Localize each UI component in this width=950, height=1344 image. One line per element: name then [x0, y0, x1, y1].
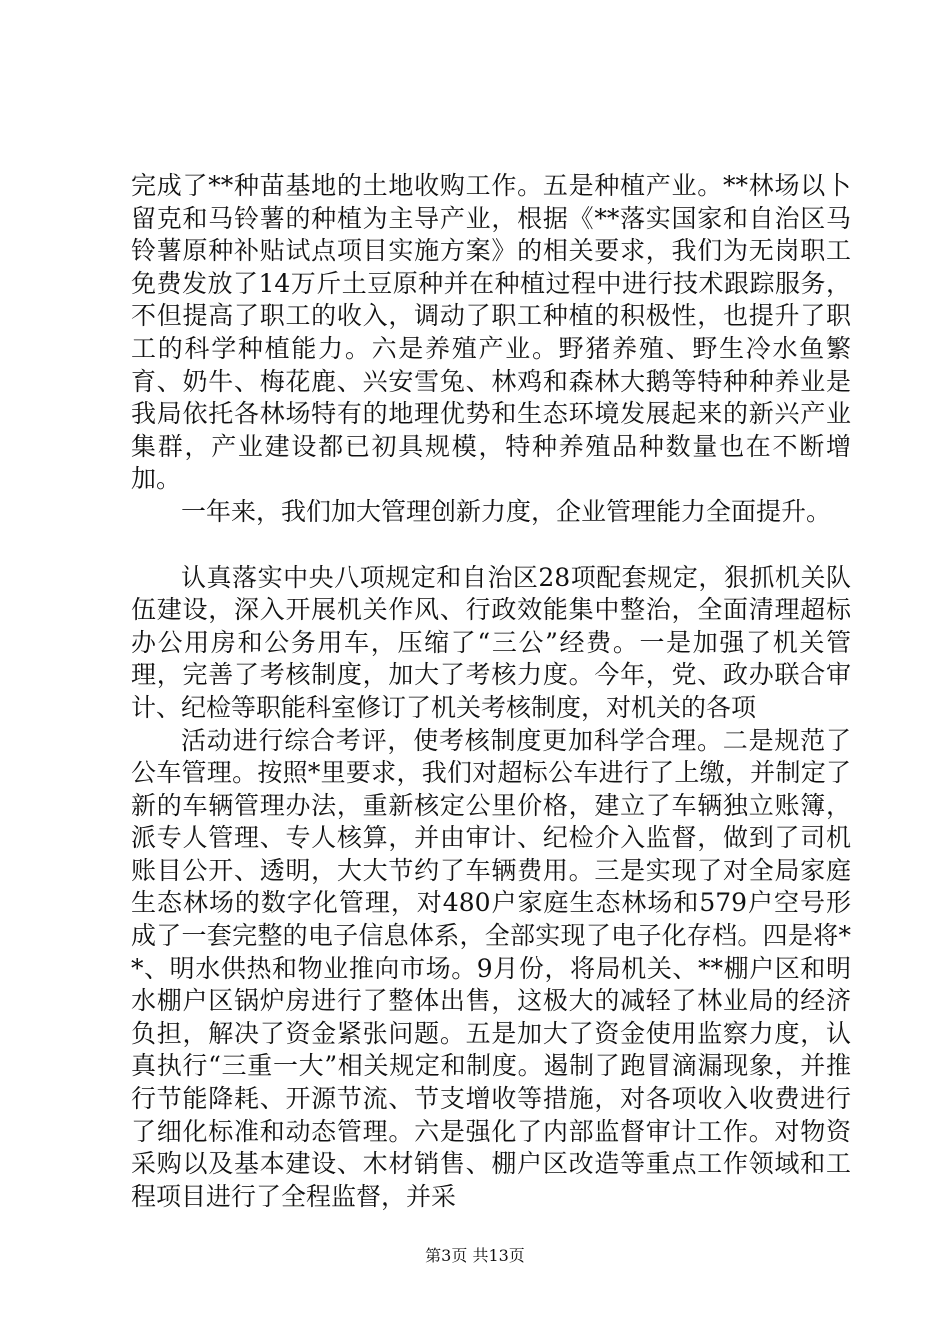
- paragraph-regulations: 认真落实中央八项规定和自治区28项配套规定，狠抓机关队伍建设，深入开展机关作风、行政效能集中整治，全面清理超标办公用房和公务用车，压缩了“三公”经费。一是加强了机关管理，完善了考核制度，加大了考核力度。今年，党、政办联合审计、纪检等职能科室修订了机关考核制度，对机关的各项: [131, 562, 851, 722]
- document-body: [131, 170, 851, 1213]
- paragraph-activities: 活动进行综合考评，使考核制度更加科学合理。二是规范了公车管理。按照*里要求，我们对超标公车进行了上缴，并制定了新的车辆管理办法，重新核定公里价格，建立了车辆独立账簿，派专人管理、专人核算，并由审计、纪检介入监督，做到了司机账目公开、透明，大大节约了车辆费用。三是实现了对全局家庭生态林场的数字化管理，对480户家庭生态林场和579户空号形成了一套完整的电子信息体系，全部实现了电子化存档。四是将**、明水供热和物业推向市场。9月份，将局机关、**棚户区和明水棚户区锅炉房进行了整体出售，这极大的减轻了林业局的经济负担，解决了资金紧张问题。五是加大了资金使用监察力度，认真执行“三重一大”相关规定和制度。遏制了跑冒滴漏现象，并推行节能降耗、开源节流、节支增收等措施，对各项收入收费进行了细化标准和动态管理。六是强化了内部监督审计工作。对物资采购以及基本建设、木材销售、棚户区改造等重点工作领域和工程项目进行了全程监督，并采: [131, 725, 851, 1211]
- paragraph-management-summary: 一年来，我们加大管理创新力度，企业管理能力全面提升。: [181, 496, 832, 526]
- page-number-footer: 第3页 共13页: [425, 1246, 525, 1265]
- paragraph-planting-breeding: 完成了**种苗基地的土地收购工作。五是种植产业。**林场以卜留克和马铃薯的种植为主导产业，根据《**落实国家和自治区马铃薯原种补贴试点项目实施方案》的相关要求，我们为无岗职工免费发放了14万斤土豆原种并在种植过程中进行技术跟踪服务，不但提高了职工的收入，调动了职工种植的积极性，也提升了职工的科学种植能力。六是养殖产业。野猪养殖、野生冷水鱼繁育、奶牛、梅花鹿、兴安雪兔、林鸡和森林大鹅等特种种养业是我局依托各林场特有的地理优势和生态环境发展起来的新兴产业集群，产业建设都已初具规模，特种养殖品种数量也在不断增加。: [131, 171, 851, 494]
- paragraph-spacer: [131, 529, 851, 562]
